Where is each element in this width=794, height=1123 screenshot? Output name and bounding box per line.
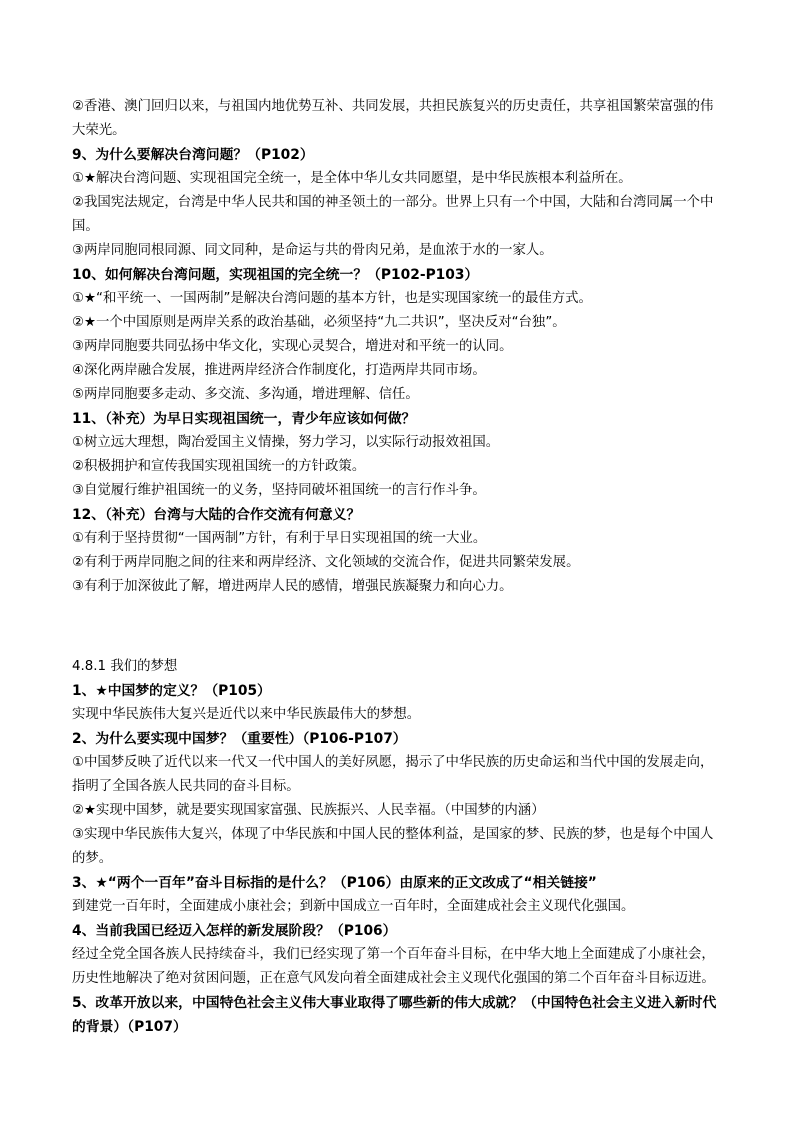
answer-paragraph: ②★实现中国梦，就是要实现国家富强、民族振兴、人民幸福。（中国梦的内涵）	[72, 803, 545, 818]
document-body	[72, 95, 724, 1039]
answer-paragraph: 经过全党全国各族人民持续奋斗，我们已经实现了第一个百年奋斗目标，在中华大地上全面建成了小康社会，历史性地解决了绝对贫困问题，正在意气风发向着全面建成社会主义现代化强国的第二个百年奋斗目标迈进。	[72, 947, 715, 986]
answer-paragraph: ③有利于加深彼此了解，增进两岸人民的感情，增强民族凝聚力和向心力。	[72, 579, 513, 594]
answer-paragraph: ③实现中华民族伟大复兴，体现了中华民族和中国人民的整体利益，是国家的梦、民族的梦，也是每个中国人的梦。	[72, 827, 714, 866]
question-heading: 10、如何解决台湾问题，实现祖国的完全统一？（P102-P103）	[72, 267, 479, 283]
answer-paragraph: ③两岸同胞同根同源、同文同种，是命运与共的骨肉兄弟，是血浓于水的一家人。	[72, 243, 553, 258]
answer-paragraph: ①中国梦反映了近代以来一代又一代中国人的美好夙愿，揭示了中华民族的历史命运和当代中国的发展走向，指明了全国各族人民共同的奋斗目标。	[72, 755, 714, 794]
question-heading: 2、为什么要实现中国梦？（重要性）（P106-P107）	[72, 731, 407, 747]
answer-paragraph: ②有利于两岸同胞之间的往来和两岸经济、文化领域的交流合作，促进共同繁荣发展。	[72, 555, 580, 570]
answer-paragraph: ③自觉履行维护祖国统一的义务，坚持同破坏祖国统一的言行作斗争。	[72, 483, 486, 498]
answer-paragraph: ④深化两岸融合发展，推进两岸经济合作制度化，打造两岸共同市场。	[72, 363, 486, 378]
answer-paragraph: 实现中华民族伟大复兴是近代以来中华民族最伟大的梦想。	[72, 707, 421, 722]
question-heading: 1、★中国梦的定义？（P105）	[72, 683, 271, 699]
question-heading: 4、当前我国已经迈入怎样的新发展阶段？（P106）	[72, 923, 397, 939]
question-heading: 9、为什么要解决台湾问题？（P102）	[72, 147, 314, 163]
answer-paragraph: ②我国宪法规定，台湾是中华人民共和国的神圣领土的一部分。世界上只有一个中国，大陆和台湾同属一个中国。	[72, 195, 714, 234]
answer-paragraph: 到建党一百年时，全面建成小康社会；到新中国成立一百年时，全面建成社会主义现代化强国。	[72, 899, 635, 914]
answer-paragraph: ①树立远大理想，陶冶爱国主义情操，努力学习，以实际行动报效祖国。	[72, 435, 500, 450]
question-heading: 12、（补充）台湾与大陆的合作交流有何意义？	[72, 507, 361, 523]
answer-paragraph: ②★一个中国原则是两岸关系的政治基础，必须坚持“九二共识”，坚决反对“台独”。	[72, 315, 566, 330]
question-heading: 5、改革开放以来，中国特色社会主义伟大事业取得了哪些新的伟大成就？（中国特色社会主义进入新时代的背景）（P107）	[72, 995, 717, 1035]
question-heading: 11、（补充）为早日实现祖国统一，青少年应该如何做？	[72, 411, 416, 427]
answer-paragraph: ①★“和平统一、一国两制”是解决台湾问题的基本方针，也是实现国家统一的最佳方式。	[72, 291, 592, 306]
blank-line	[72, 615, 724, 639]
section-title: 4.8.1 我们的梦想	[72, 659, 178, 674]
answer-paragraph: ①有利于坚持贯彻“一国两制”方针，有利于早日实现祖国的统一大业。	[72, 531, 487, 546]
answer-paragraph: ②香港、澳门回归以来，与祖国内地优势互补、共同发展，共担民族复兴的历史责任，共享祖国繁荣富强的伟大荣光。	[72, 99, 714, 138]
question-heading: 3、★“两个一百年”奋斗目标指的是什么？（P106）由原来的正文改成了“相关链接”	[72, 875, 597, 891]
answer-paragraph: ⑤两岸同胞要多走动、多交流、多沟通，增进理解、信任。	[72, 387, 419, 402]
answer-paragraph: ②积极拥护和宣传我国实现祖国统一的方针政策。	[72, 459, 366, 474]
answer-paragraph: ③两岸同胞要共同弘扬中华文化，实现心灵契合，增进对和平统一的认同。	[72, 339, 513, 354]
answer-paragraph: ①★解决台湾问题、实现祖国完全统一，是全体中华儿女共同愿望，是中华民族根本利益所在。	[72, 171, 632, 186]
